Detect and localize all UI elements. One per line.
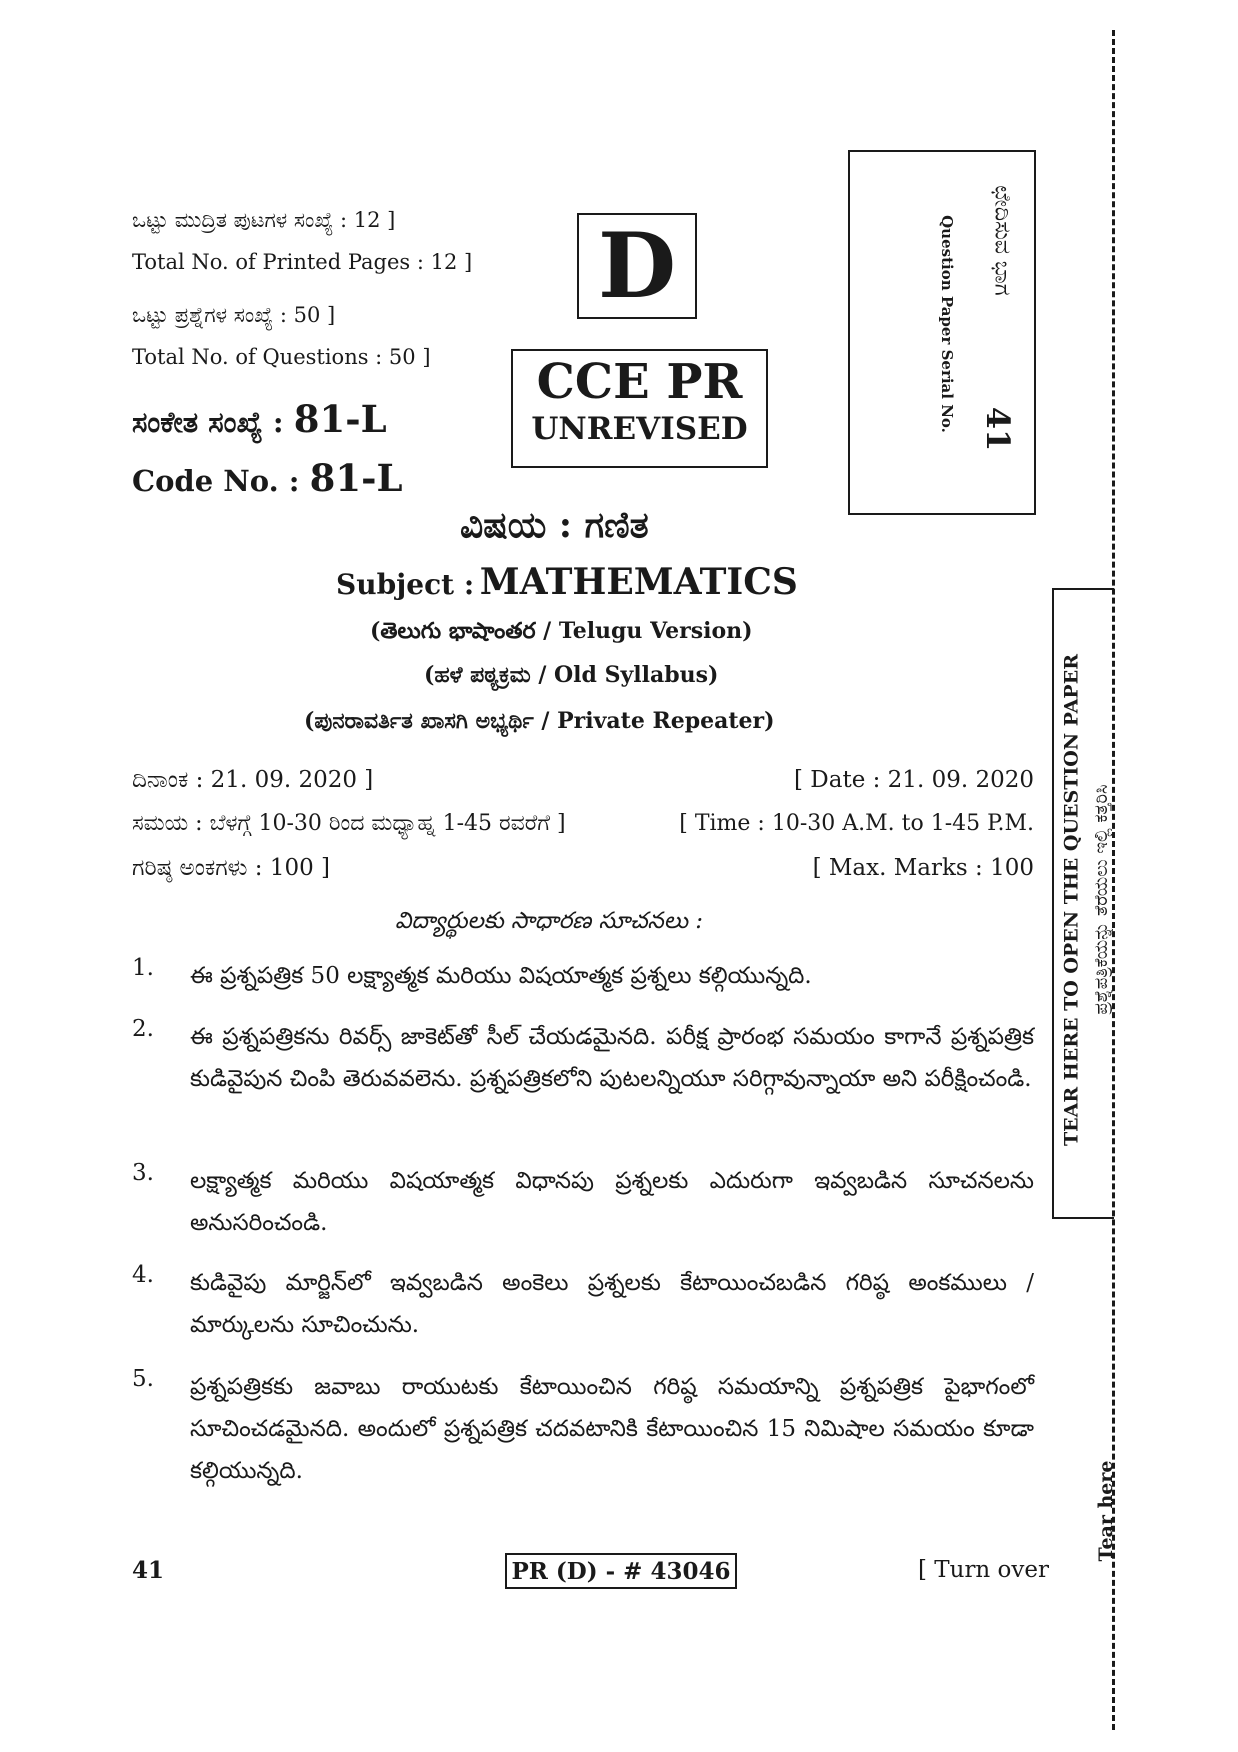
code-number-kn (132, 397, 387, 441)
syllabus-line: (ಹಳೆ ಪಠ್ಯಕ್ರಮ / Old Syllabus) (424, 662, 719, 688)
instruction-text: కుడివైపు మార్జిన్‌లో ఇవ్వబడిన అంకెలు ప్రశ్నలకు కేటాయించబడిన గరిష్ఠ అంకములు / మార్కులను సూచించును. (190, 1270, 1034, 1338)
marks-row (132, 855, 1034, 881)
printed-pages-en: Total No. of Printed Pages : 12 ] (132, 250, 473, 274)
instruction-number: 5. (132, 1366, 154, 1392)
instruction-item (132, 1016, 1034, 1100)
footer-page-number: 41 (132, 1557, 165, 1584)
subject-en-label: Subject : (336, 568, 475, 601)
serial-label: Question Paper Serial No. (938, 215, 956, 433)
instruction-text: లక్ష్యాత్మక మరియు విషయాత్మక విధానపు ప్రశ్నలకు ఎదురుగా ఇవ్వబడిన సూచనలను అనుసరించండి. (190, 1168, 1034, 1236)
code-kn-label: ಸಂಕೇತ ಸಂಖ್ಯೆ : (132, 405, 284, 439)
tear-line[interactable] (1112, 30, 1115, 1730)
cce-title: CCE PR (536, 354, 743, 410)
instruction-number: 3. (132, 1160, 154, 1186)
code-en-value: 81-L (309, 456, 403, 500)
instruction-text: ఈ ప్రశ్నపత్రిక 50 లక్ష్యాత్మక మరియు విషయాత్మక ప్రశ్నలు కల్గియున్నది. (190, 963, 812, 989)
total-questions-en: Total No. of Questions : 50 ] (132, 345, 431, 369)
instruction-item (132, 1160, 1034, 1244)
version-letter: D (597, 213, 677, 319)
tear-instruction-kn: ಪ್ರಶ್ನೆಪತ್ರಿಕೆಯನ್ನು ತೆರೆಯಲು ಇಲ್ಲಿ ಕತ್ತರಿಸಿ (1091, 784, 1112, 1015)
cut-section-stamp-kn: ಛೇದಿಸುವ ಭಾಗ (989, 185, 1015, 296)
time-en: [ Time : 10-30 A.M. to 1-45 P.M. (679, 811, 1034, 836)
subject-kn: ವಿಷಯ : ಗಣಿತ (460, 504, 649, 546)
cce-subtitle: UNREVISED (531, 411, 748, 448)
tear-instruction-en: TEAR HERE TO OPEN THE QUESTION PAPER (1060, 654, 1083, 1146)
cce-box (511, 349, 768, 468)
time-row (132, 811, 1034, 836)
serial-value: 41 (979, 406, 1017, 452)
instruction-number: 4. (132, 1262, 154, 1288)
total-questions-kn: ಒಟ್ಟು ಪ್ರಶ್ನೆಗಳ ಸಂಖ್ಯೆ : 50 ] (132, 303, 336, 327)
date-row (132, 767, 1034, 793)
instruction-number: 2. (132, 1016, 154, 1042)
version-letter-box (577, 213, 697, 319)
code-en-label: Code No. : (132, 464, 300, 498)
code-number-en (132, 456, 402, 500)
instruction-item (132, 1262, 1034, 1346)
date-en: [ Date : 21. 09. 2020 (794, 767, 1034, 793)
instruction-text: ప్రశ్నపత్రికకు జవాబు రాయుటకు కేటాయించిన గరిష్ఠ సమయాన్ని ప్రశ్నపత్రిక పైభాగంలో సూచించడమైనది. అందులో ప్రశ్నపత్రిక చదవటానికి కేటాయించిన 15 నిమిషాల సమయం కూడా కల్గియున్నది. (190, 1374, 1034, 1484)
candidate-line: (ಪುನರಾವರ್ತಿತ ಖಾಸಗಿ ಅಭ್ಯರ್ಥಿ / Private Repeater) (304, 708, 775, 734)
instruction-text: ఈ ప్రశ్నపత్రికను రివర్స్ జాకెట్‌తో సీల్ చేయడమైనది. పరీక్ష ప్రారంభ సమయం కాగానే ప్రశ్నపత్రిక కుడివైపున చింపి తెరువవలెను. ప్రశ్నపత్రికలోని పుటలన్నియూ సరిగ్గావున్నాయా అని పరీక్షించండి. (190, 1024, 1034, 1092)
time-kn: ಸಮಯ : ಬೆಳಗ್ಗೆ 10-30 ರಿಂದ ಮಧ್ಯಾಹ್ನ 1-45 ರವರೆಗೆ ] (132, 811, 566, 836)
printed-pages-kn: ಒಟ್ಟು ಮುದ್ರಿತ ಪುಟಗಳ ಸಂಖ್ಯೆ : 12 ] (132, 208, 396, 232)
code-kn-value: 81-L (293, 397, 387, 441)
language-version: (తెలుగు భాషాంతర / Telugu Version) (370, 618, 753, 644)
footer-code: PR (D) - # 43046 (511, 1557, 731, 1585)
marks-kn: ಗರಿಷ್ಠ ಅಂಕಗಳು : 100 ] (132, 855, 331, 881)
date-kn: ದಿನಾಂಕ : 21. 09. 2020 ] (132, 767, 374, 793)
marks-en: [ Max. Marks : 100 (812, 855, 1034, 881)
instruction-item (132, 1366, 1034, 1492)
turn-over: [ Turn over (918, 1557, 1050, 1583)
footer-code-box (505, 1553, 737, 1589)
instructions-heading: విద్యార్థులకు సాధారణ సూచనలు : (395, 908, 704, 934)
instruction-number: 1. (132, 955, 154, 981)
tear-here-label: Tear here (1095, 1460, 1117, 1562)
subject-en (336, 561, 798, 603)
subject-en-value: MATHEMATICS (479, 561, 798, 603)
instruction-item (132, 955, 1034, 997)
